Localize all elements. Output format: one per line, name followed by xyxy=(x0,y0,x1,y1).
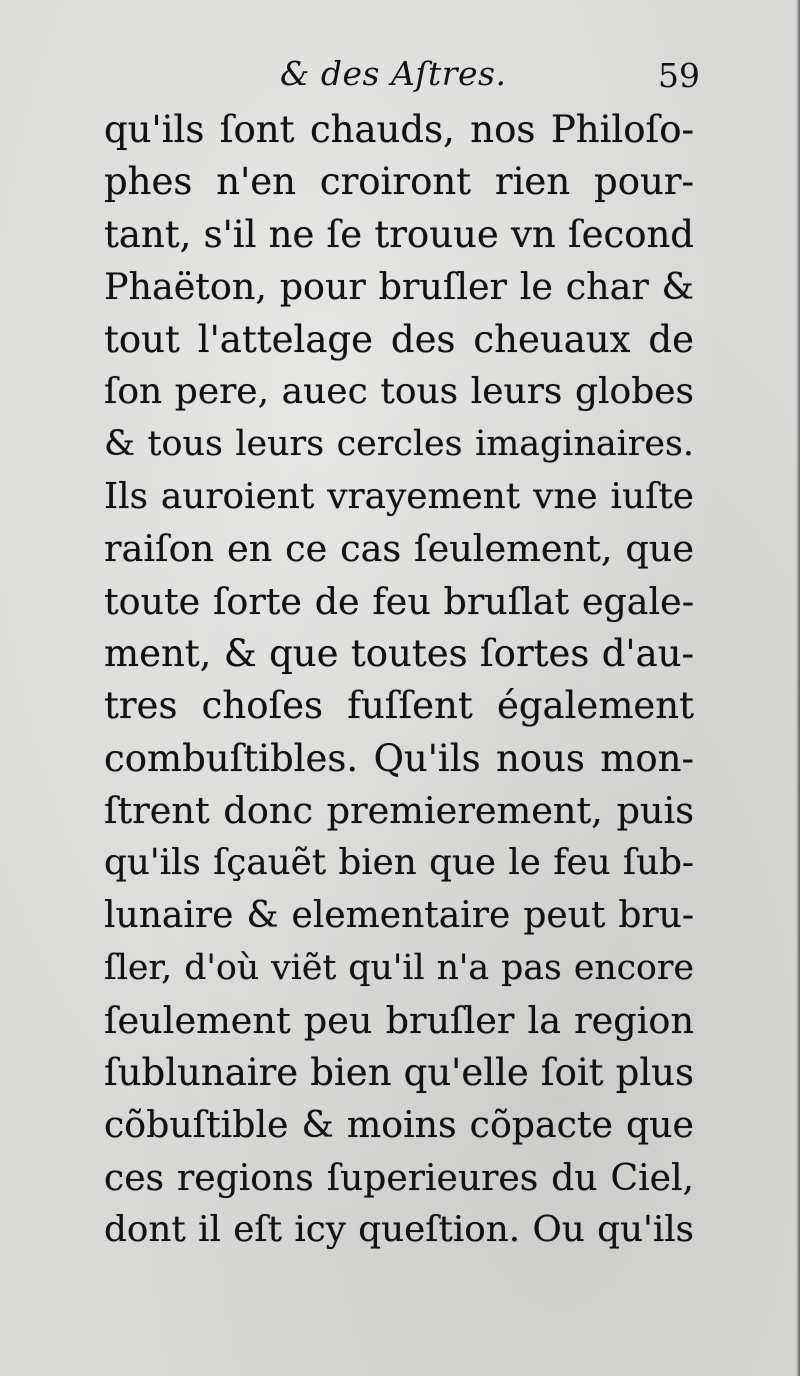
text-line: ſler, d'où viẽt qu'il n'a pas encore xyxy=(104,948,694,989)
text-line: ment, & que toutes ſortes d'au- xyxy=(104,631,694,675)
text-line: qu'ils ſont chauds, nos Philoſo- xyxy=(104,108,694,151)
running-head-title: & des Aſtres. xyxy=(280,54,507,93)
text-line: ſeulement peu bruſler la region xyxy=(104,998,694,1042)
text-line: phes n'en croiront rien pour- xyxy=(104,160,694,204)
text-line: & tous leurs cercles imaginaires. xyxy=(104,424,694,465)
page-number: 59 xyxy=(658,56,700,95)
text-line: raiſon en ce cas ſeulement, que xyxy=(104,527,694,571)
text-line: Ils auroient vrayement vne iuſte xyxy=(104,475,694,517)
text-line: lunaire & elementaire peut bru- xyxy=(104,894,694,936)
text-line: ſtrent donc premierement, puis xyxy=(104,789,694,833)
text-line: tres choſes fuſſent également xyxy=(104,684,694,728)
text-line: dont il eſt icy queſtion. Ou qu'ils xyxy=(104,1209,694,1251)
text-line: Phaëton, pour bruſler le char & xyxy=(104,265,694,309)
body-text xyxy=(104,104,694,1257)
text-line: tout l'attelage des cheuaux de xyxy=(104,317,694,361)
text-line: combuſtibles. Qu'ils nous mon- xyxy=(104,736,694,780)
text-line: tant, s'il ne ſe trouue vn ſecond xyxy=(104,212,694,256)
text-line: toute ſorte de feu bruſlat egale- xyxy=(104,579,694,623)
text-line: ſublunaire bien qu'elle ſoit plus xyxy=(104,1051,694,1095)
text-line: qu'ils ſçauẽt bien que le feu ſub- xyxy=(104,842,694,884)
text-line: ces regions ſuperieures du Ciel, xyxy=(104,1156,694,1199)
text-line: cõbuſtible & moins cõpacte que xyxy=(104,1103,694,1147)
text-line: ſon pere, auec tous leurs globes xyxy=(104,370,694,412)
running-head xyxy=(280,54,700,104)
